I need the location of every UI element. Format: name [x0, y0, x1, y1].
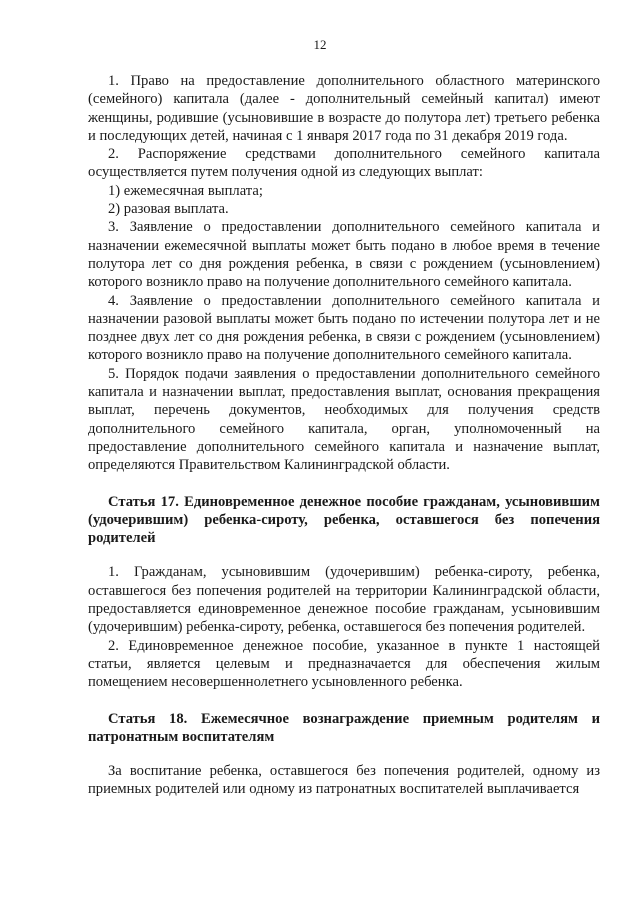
- article-17-paragraph-2: 2. Единовременное денежное пособие, указанное в пункте 1 настоящей статьи, является целевым и предназначается для обеспечения жилым помещением несовершеннолетнего усыновленного ребенка.: [88, 637, 600, 691]
- article-17-paragraph-1: 1. Гражданам, усыновившим (удочерившим) ребенка-сироту, ребенка, оставшегося без попечения родителей на территории Калининградской области, предоставляется единовременное денежное пособие гражданам, усыновившим (удочерившим) ребенка-сироту, ребенка, оставшегося без попечения родителей.: [88, 564, 600, 636]
- paragraph-procedure: 5. Порядок подачи заявления о предоставлении дополнительного семейного капитала и назначении выплат, предоставления выплат, основания прекращения выплат, перечень документов, необходимых для получения средств дополнительного семейного капитала, орган, уполномоченный на предоставление дополнительного семейного капитала и назначение выплат, определяются Правительством Калининградской области.: [88, 365, 600, 474]
- article-18-paragraph-1: За воспитание ребенка, оставшегося без попечения родителей, одному из приемных родителей или одному из патронатных воспитателей выплачивается: [88, 763, 600, 798]
- list-item-monthly-payment: 1) ежемесячная выплата;: [108, 182, 263, 199]
- paragraph-monthly-application: 3. Заявление о предоставлении дополнительного семейного капитала и назначении ежемесячной выплаты может быть подано в любое время в течение полутора лет со дня рождения ребенка, в связи с рождением (усыновлением) которого возникло право на получение дополнительного семейного капитала.: [88, 219, 600, 291]
- paragraph-capital-disposal: 2. Распоряжение средствами дополнительного семейного капитала осуществляется путем получения одной из следующих выплат:: [88, 146, 600, 181]
- list-item-one-time-payment: 2) разовая выплата.: [108, 201, 229, 218]
- article-17-heading: Статья 17. Единовременное денежное пособие гражданам, усыновившим (удочерившим) ребенка-сироту, ребенка, оставшегося без попечения родителей: [88, 493, 600, 547]
- paragraph-one-time-application: 4. Заявление о предоставлении дополнительного семейного капитала и назначении разовой выплаты может быть подано по истечении полутора лет и не позднее двух лет со дня рождения ребенка, в связи с рождением (усыновлением) которого возникло право на получение дополнительного семейного капитала.: [88, 292, 600, 364]
- page-number: 12: [313, 37, 327, 52]
- paragraph-maternity-capital-right: 1. Право на предоставление дополнительного областного материнского (семейного) капитала (далее - дополнительный семейный капитал) имеют женщины, родившие (усыновившие в возрасте до полутора лет) третьего ребенка и последующих детей, начиная с 1 января 2017 года по 31 декабря 2019 года.: [88, 73, 600, 144]
- article-18-heading: Статья 18. Ежемесячное вознаграждение приемным родителям и патронатным воспитателям: [88, 710, 600, 745]
- document-body: [88, 72, 600, 799]
